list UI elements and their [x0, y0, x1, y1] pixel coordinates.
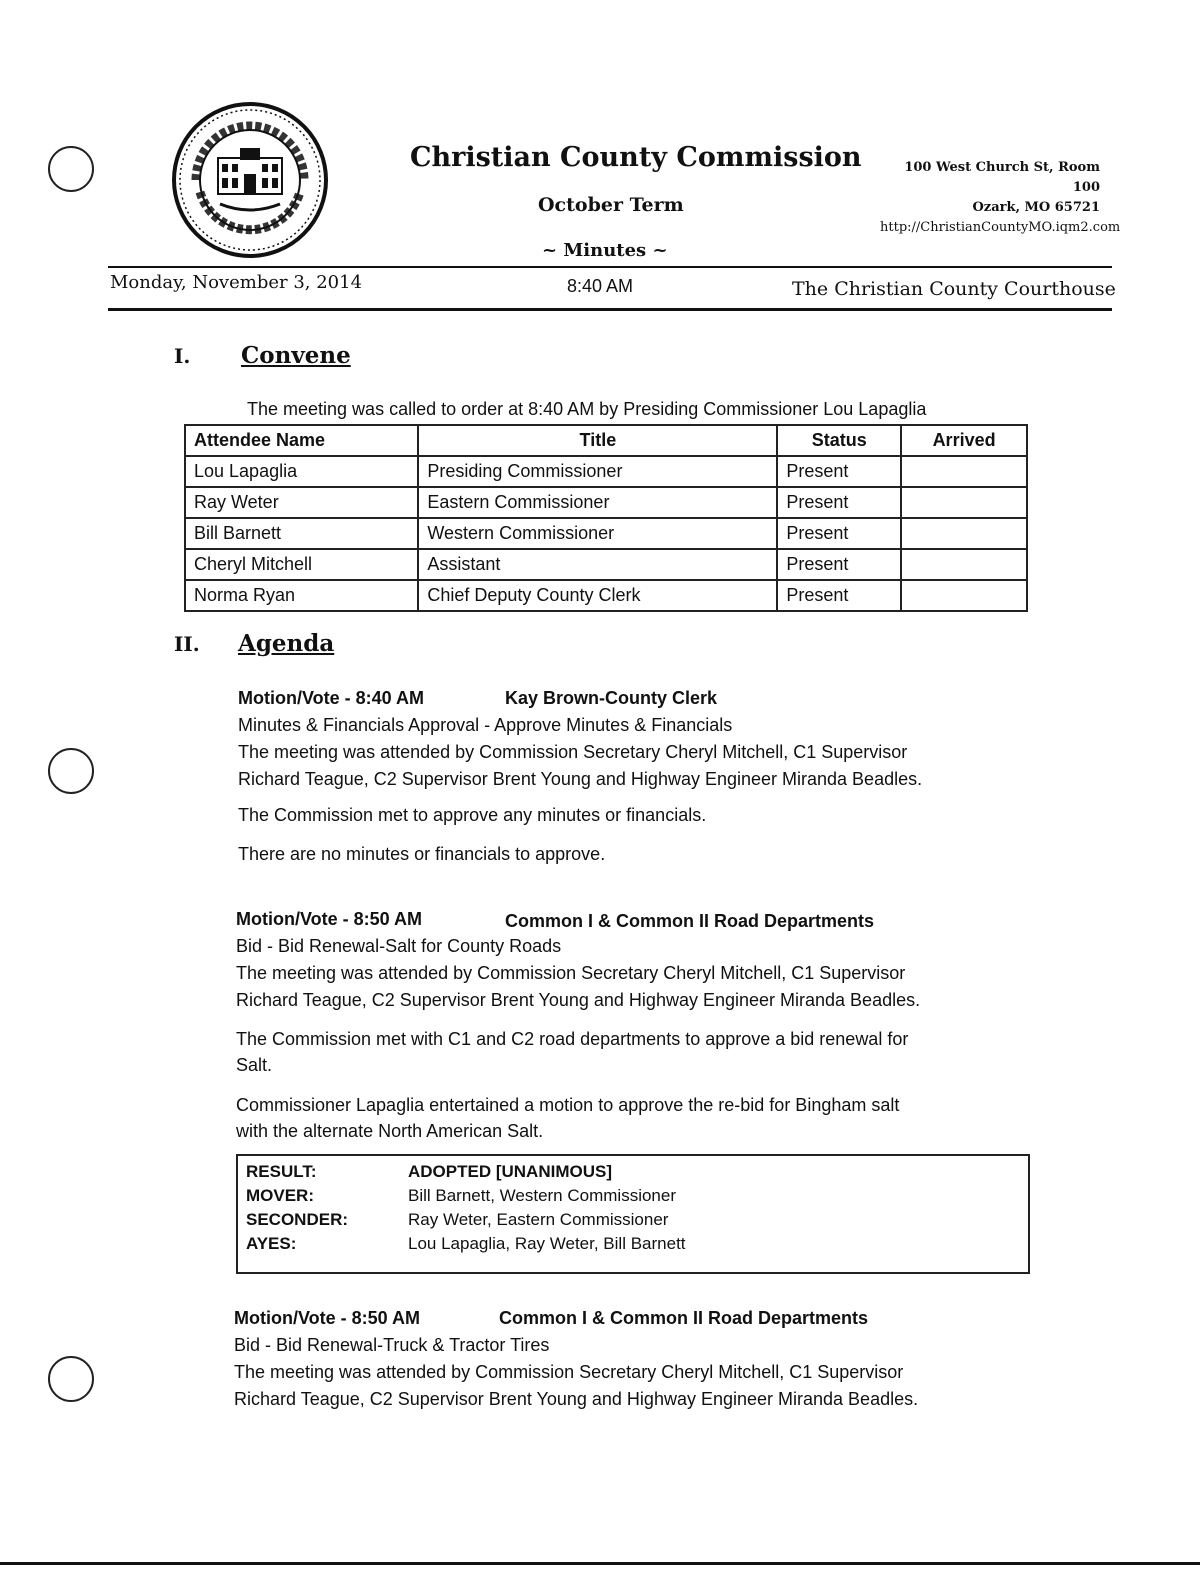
attendee-name: Cheryl Mitchell — [185, 549, 418, 580]
vote-label: SECONDER: — [246, 1210, 349, 1229]
punch-hole-middle — [48, 748, 94, 794]
page-bottom-edge — [0, 1562, 1200, 1565]
section-title-agenda: Agenda — [238, 630, 335, 657]
vote-value: ADOPTED [UNANIMOUS] — [408, 1162, 612, 1181]
punch-hole-top — [48, 146, 94, 192]
vote-value: Ray Weter, Eastern Commissioner — [408, 1210, 669, 1229]
attendee-table — [184, 424, 1028, 612]
agenda-item-2-attended-line2: Richard Teague, C2 Supervisor Brent Young and Highway Engineer Miranda Beadles. — [236, 990, 921, 1010]
section-number-convene: I. — [174, 344, 191, 368]
attendee-title: Chief Deputy County Clerk — [418, 580, 777, 611]
term-label: October Term — [538, 194, 684, 216]
table-row — [185, 549, 1027, 580]
attendee-arrived — [901, 518, 1027, 549]
agenda-item-2-para4-line2: with the alternate North American Salt. — [236, 1121, 544, 1141]
section-number-agenda: II. — [174, 632, 200, 656]
agenda-item-2-attended-line1: The meeting was attended by Commission Secretary Cheryl Mitchell, C1 Supervisor — [236, 963, 906, 983]
section-title-convene: Convene — [241, 342, 351, 369]
col-header-name: Attendee Name — [185, 425, 418, 456]
col-header-status: Status — [777, 425, 901, 456]
agenda-item-3-attended-line2: Richard Teague, C2 Supervisor Brent Young and Highway Engineer Miranda Beadles. — [234, 1389, 919, 1409]
vote-value: Lou Lapaglia, Ray Weter, Bill Barnett — [408, 1234, 686, 1253]
attendee-name: Ray Weter — [185, 487, 418, 518]
agenda-item-1-para1: The Commission met to approve any minutes or financials. — [238, 805, 707, 825]
header-rule-bottom — [108, 308, 1112, 311]
attendee-status: Present — [777, 456, 901, 487]
agenda-item-2-motion: Motion/Vote - 8:50 AM — [236, 909, 422, 929]
agenda-item-1-para2: There are no minutes or financials to approve. — [238, 844, 606, 864]
agenda-item-2-para3-line2: Salt. — [236, 1055, 273, 1075]
agenda-item-1-subject: Minutes & Financials Approval - Approve Minutes & Financials — [238, 715, 733, 735]
agenda-item-1-dept: Kay Brown-County Clerk — [505, 688, 718, 708]
vote-label: AYES: — [246, 1234, 297, 1253]
vote-result-box — [236, 1154, 1030, 1274]
agenda-item-1-attended-line1: The meeting was attended by Commission Secretary Cheryl Mitchell, C1 Supervisor — [238, 742, 908, 762]
vote-label: MOVER: — [246, 1186, 314, 1205]
table-header-row — [185, 425, 1027, 456]
attendee-status: Present — [777, 580, 901, 611]
attendee-title: Western Commissioner — [418, 518, 777, 549]
agenda-item-2-para3-line1: The Commission met with C1 and C2 road departments to approve a bid renewal for — [236, 1029, 909, 1049]
meeting-location: The Christian County Courthouse — [792, 278, 1116, 300]
table-row — [185, 518, 1027, 549]
address-city: Ozark, MO 65721 — [972, 200, 1100, 215]
attendee-status: Present — [777, 487, 901, 518]
agenda-item-1-attended-line2: Richard Teague, C2 Supervisor Brent Young and Highway Engineer Miranda Beadles. — [238, 769, 923, 789]
attendee-status: Present — [777, 549, 901, 580]
meeting-date: Monday, November 3, 2014 — [110, 272, 363, 293]
table-row — [185, 456, 1027, 487]
vote-row-seconder — [238, 1208, 1028, 1232]
attendee-name: Norma Ryan — [185, 580, 418, 611]
attendee-arrived — [901, 580, 1027, 611]
address-block — [880, 158, 1121, 238]
meeting-time: 8:40 AM — [567, 276, 634, 296]
punch-hole-bottom — [48, 1356, 94, 1402]
agenda-item-2-subject: Bid - Bid Renewal-Salt for County Roads — [236, 936, 562, 956]
vote-label: RESULT: — [246, 1162, 317, 1181]
agenda-item-3-dept: Common I & Common II Road Departments — [499, 1308, 869, 1328]
col-header-arrived: Arrived — [901, 425, 1027, 456]
header-rule-top — [108, 266, 1112, 268]
address-url: http://ChristianCountyMO.iqm2.com — [880, 220, 1121, 235]
attendee-status: Present — [777, 518, 901, 549]
attendee-name: Lou Lapaglia — [185, 456, 418, 487]
county-seal-icon — [170, 100, 330, 260]
agenda-item-3-motion: Motion/Vote - 8:50 AM — [234, 1308, 420, 1328]
agenda-item-3-attended-line1: The meeting was attended by Commission Secretary Cheryl Mitchell, C1 Supervisor — [234, 1362, 904, 1382]
page-title: Christian County Commission — [410, 142, 862, 173]
agenda-item-2-dept: Common I & Common II Road Departments — [505, 911, 875, 931]
attendee-title: Eastern Commissioner — [418, 487, 777, 518]
minutes-label: ~ Minutes ~ — [542, 240, 668, 261]
attendee-title: Presiding Commissioner — [418, 456, 777, 487]
vote-row-ayes — [238, 1232, 1028, 1256]
attendee-title: Assistant — [418, 549, 777, 580]
vote-row-mover — [238, 1184, 1028, 1208]
table-row — [185, 487, 1027, 518]
attendee-arrived — [901, 487, 1027, 518]
attendee-arrived — [901, 549, 1027, 580]
agenda-item-1-motion: Motion/Vote - 8:40 AM — [238, 688, 424, 708]
col-header-title: Title — [418, 425, 777, 456]
agenda-item-2-para4-line1: Commissioner Lapaglia entertained a motion to approve the re-bid for Bingham salt — [236, 1095, 900, 1115]
address-street: 100 West Church St, Room 100 — [904, 160, 1100, 195]
table-row — [185, 580, 1027, 611]
vote-value: Bill Barnett, Western Commissioner — [408, 1186, 676, 1205]
attendee-name: Bill Barnett — [185, 518, 418, 549]
attendee-arrived — [901, 456, 1027, 487]
agenda-item-3-subject: Bid - Bid Renewal-Truck & Tractor Tires — [234, 1335, 550, 1355]
vote-row-result — [238, 1160, 1028, 1184]
convene-intro: The meeting was called to order at 8:40 AM by Presiding Commissioner Lou Lapaglia — [247, 399, 927, 419]
